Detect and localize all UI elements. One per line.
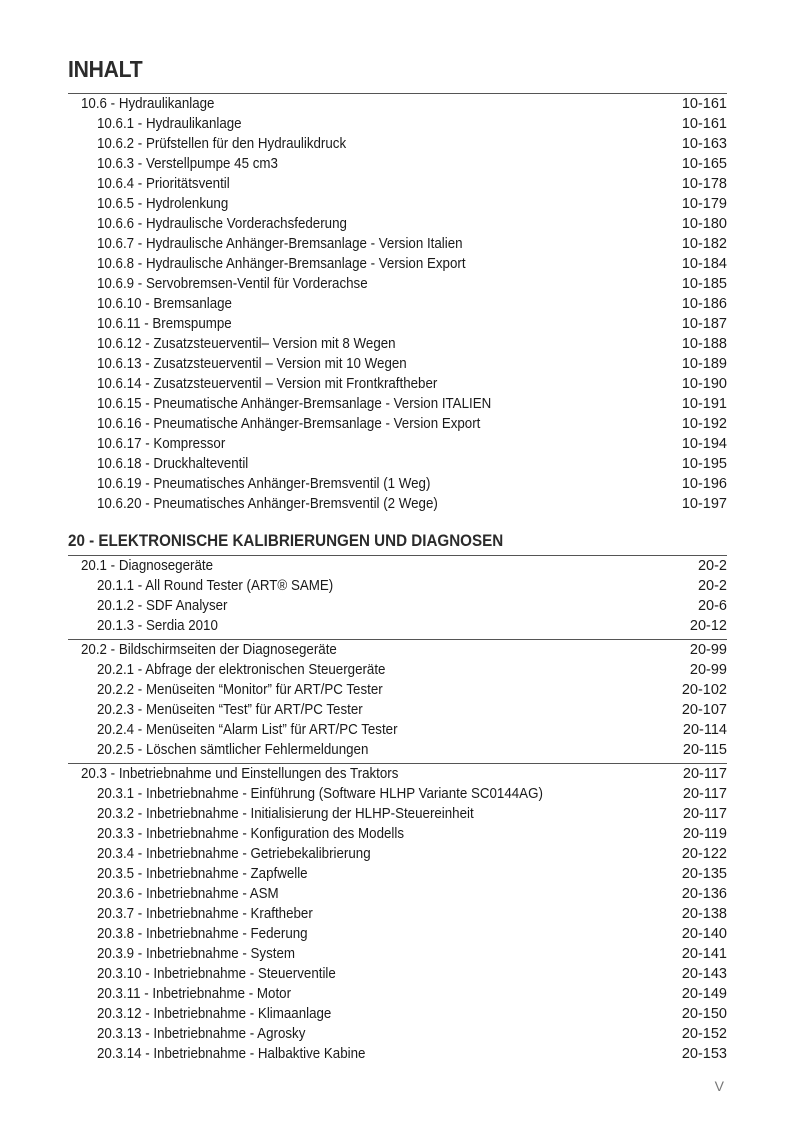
toc-entry[interactable] — [0, 354, 727, 374]
toc-entry[interactable] — [0, 640, 727, 660]
toc-entry[interactable] — [0, 844, 727, 864]
toc-entry-page: 10-187 — [681, 316, 727, 332]
toc-entry-page: 10-178 — [681, 176, 727, 192]
toc-entry-title: 20.3.2 - Inbetriebnahme - Initialisierung der HLHP-Steuereinheit — [97, 806, 474, 822]
toc-entry-title: 20.1.1 - All Round Tester (ART® SAME) — [97, 578, 334, 594]
toc-entry[interactable] — [0, 454, 727, 474]
toc-entry[interactable] — [0, 474, 727, 494]
toc-entry-page: 10-186 — [681, 296, 727, 312]
toc-entry-title: 20.2.1 - Abfrage der elektronischen Steuergeräte — [97, 662, 386, 678]
toc-entry-page: 10-188 — [681, 336, 727, 352]
toc-entry-page: 20-140 — [681, 926, 727, 942]
toc-entry-page: 20-136 — [681, 886, 727, 902]
page-number: V — [714, 1078, 724, 1094]
toc-entry[interactable] — [0, 804, 727, 824]
toc-entry-page: 20-150 — [681, 1006, 727, 1022]
toc-entry-title: 10.6.11 - Bremspumpe — [97, 316, 232, 332]
toc-entry-page: 20-107 — [681, 702, 727, 718]
toc-entry-title: 20.3.6 - Inbetriebnahme - ASM — [97, 886, 279, 902]
toc-entry-title: 10.6.20 - Pneumatisches Anhänger-Bremsventil (2 Wege) — [97, 496, 438, 512]
toc-entry[interactable] — [0, 194, 727, 214]
section-heading: 20 - ELEKTRONISCHE KALIBRIERUNGEN UND DIAGNOSEN — [68, 532, 504, 550]
toc-entry-title: 10.6.7 - Hydraulische Anhänger-Bremsanlage - Version Italien — [97, 236, 463, 252]
toc-entry-page: 20-122 — [681, 846, 727, 862]
toc-entry[interactable] — [0, 274, 727, 294]
toc-entry[interactable] — [0, 294, 727, 314]
toc-entry-page: 10-191 — [681, 396, 727, 412]
toc-entry[interactable] — [0, 234, 727, 254]
toc-entry-page: 10-192 — [681, 416, 727, 432]
toc-entry[interactable] — [0, 374, 727, 394]
toc-entry-page: 20-2 — [697, 558, 727, 574]
toc-entry-page: 10-179 — [681, 196, 727, 212]
toc-entry-title: 10.6.6 - Hydraulische Vorderachsfederung — [97, 216, 347, 232]
toc-entry-title: 10.6.15 - Pneumatische Anhänger-Bremsanlage - Version ITALIEN — [97, 396, 492, 412]
toc-entry-title: 10.6.16 - Pneumatische Anhänger-Bremsanlage - Version Export — [97, 416, 481, 432]
toc-entry[interactable] — [0, 1004, 727, 1024]
toc-entry-title: 20.1.3 - Serdia 2010 — [97, 618, 218, 634]
toc-entry-page: 20-114 — [682, 722, 727, 738]
toc-entry-title: 20.3.1 - Inbetriebnahme - Einführung (Software HLHP Variante SC0144AG) — [97, 786, 543, 802]
toc-entry[interactable] — [0, 660, 727, 680]
toc-entry-title: 10.6.19 - Pneumatisches Anhänger-Bremsventil (1 Weg) — [97, 476, 431, 492]
toc-entry-title: 20.3.10 - Inbetriebnahme - Steuerventile — [97, 966, 336, 982]
toc-entry-title: 20.3.4 - Inbetriebnahme - Getriebekalibrierung — [97, 846, 371, 862]
toc-entry-page: 20-12 — [689, 618, 727, 634]
toc-entry[interactable] — [0, 720, 727, 740]
toc-entry[interactable] — [0, 576, 727, 596]
toc-entry[interactable] — [0, 964, 727, 984]
toc-entry[interactable] — [0, 596, 727, 616]
toc-entry-title: 10.6 - Hydraulikanlage — [81, 96, 215, 112]
toc-entry-page: 20-149 — [681, 986, 727, 1002]
toc-entry-title: 20.3.8 - Inbetriebnahme - Federung — [97, 926, 308, 942]
toc-entry[interactable] — [0, 904, 727, 924]
toc-entry[interactable] — [0, 1044, 727, 1064]
toc-entry-title: 20.2.5 - Löschen sämtlicher Fehlermeldungen — [97, 742, 369, 758]
toc-entry[interactable] — [0, 1024, 727, 1044]
toc-entry-page: 10-197 — [681, 496, 727, 512]
toc-entry-title: 10.6.2 - Prüfstellen für den Hydraulikdruck — [97, 136, 347, 152]
toc-entry[interactable] — [0, 824, 727, 844]
toc-entry[interactable] — [0, 134, 727, 154]
toc-entry[interactable] — [0, 944, 727, 964]
toc-entry-page: 20-102 — [681, 682, 727, 698]
toc-entry-page: 20-117 — [682, 766, 727, 782]
toc-entry-page: 10-163 — [681, 136, 727, 152]
toc-entry-title: 10.6.17 - Kompressor — [97, 436, 226, 452]
toc-entry[interactable] — [0, 784, 727, 804]
toc-entry-title: 20.1.2 - SDF Analyser — [97, 598, 228, 614]
toc-entry-page: 10-184 — [681, 256, 727, 272]
toc-entry-title: 10.6.18 - Druckhalteventil — [97, 456, 249, 472]
toc-entry-title: 10.6.9 - Servobremsen-Ventil für Vorderachse — [97, 276, 368, 292]
toc-entry-page: 20-6 — [697, 598, 727, 614]
toc-entry-title: 10.6.14 - Zusatzsteuerventil – Version mit Frontkraftheber — [97, 376, 438, 392]
toc-entry-page: 10-180 — [681, 216, 727, 232]
toc-entry-page: 10-190 — [681, 376, 727, 392]
toc-entry-page: 10-195 — [681, 456, 727, 472]
toc-entry[interactable] — [0, 154, 727, 174]
toc-entry-page: 20-152 — [681, 1026, 727, 1042]
toc-entry-title: 10.6.12 - Zusatzsteuerventil– Version mit 8 Wegen — [97, 336, 396, 352]
toc-entry-page: 20-2 — [697, 578, 727, 594]
toc-entry-title: 10.6.8 - Hydraulische Anhänger-Bremsanlage - Version Export — [97, 256, 466, 272]
toc-entry[interactable] — [0, 884, 727, 904]
toc-entry-title: 20.2.4 - Menüseiten “Alarm List” für ART/PC Tester — [97, 722, 398, 738]
toc-entry-title: 20.2 - Bildschirmseiten der Diagnosegeräte — [81, 642, 337, 658]
toc-entry-title: 20.3.11 - Inbetriebnahme - Motor — [97, 986, 292, 1002]
toc-entry-page: 20-117 — [682, 786, 727, 802]
toc-entry-page: 20-99 — [689, 642, 727, 658]
toc-entry-title: 20.3.12 - Inbetriebnahme - Klimaanlage — [97, 1006, 332, 1022]
toc-entry-page: 20-138 — [681, 906, 727, 922]
toc-entry-title: 10.6.4 - Prioritätsventil — [97, 176, 230, 192]
toc-entry-title: 10.6.5 - Hydrolenkung — [97, 196, 229, 212]
toc-entry[interactable] — [0, 984, 727, 1004]
toc-entry[interactable] — [0, 494, 727, 514]
toc-entry[interactable] — [0, 174, 727, 194]
toc-entry-page: 10-161 — [681, 96, 727, 112]
toc-entry-page: 10-196 — [681, 476, 727, 492]
toc-entry[interactable] — [0, 94, 727, 114]
toc-entry-title: 10.6.1 - Hydraulikanlage — [97, 116, 242, 132]
toc-entry[interactable] — [0, 394, 727, 414]
toc-entry-page: 10-185 — [681, 276, 727, 292]
toc-entry-title: 20.2.2 - Menüseiten “Monitor” für ART/PC Tester — [97, 682, 383, 698]
toc-entry[interactable] — [0, 556, 727, 576]
toc-entry-page: 20-143 — [681, 966, 727, 982]
toc-entry-page: 20-117 — [682, 806, 727, 822]
toc-entry-page: 10-194 — [681, 436, 727, 452]
toc-entry-title: 20.1 - Diagnosegeräte — [81, 558, 214, 574]
toc-entry[interactable] — [0, 680, 727, 700]
toc-entry-page: 10-161 — [681, 116, 727, 132]
toc-entry-page: 20-135 — [681, 866, 727, 882]
toc-entry-page: 20-153 — [681, 1046, 727, 1062]
toc-entry[interactable] — [0, 214, 727, 234]
toc-entry-page: 20-119 — [682, 826, 727, 842]
toc-entry-title: 20.3.13 - Inbetriebnahme - Agrosky — [97, 1026, 306, 1042]
toc-entry[interactable] — [0, 764, 727, 784]
toc-entry[interactable] — [0, 254, 727, 274]
toc-entry-title: 20.3.14 - Inbetriebnahme - Halbaktive Kabine — [97, 1046, 366, 1062]
toc-entry[interactable] — [0, 114, 727, 134]
toc-entry-page: 10-189 — [681, 356, 727, 372]
toc-entry-title: 10.6.10 - Bremsanlage — [97, 296, 232, 312]
toc-entry-page: 10-182 — [681, 236, 727, 252]
toc-entry[interactable] — [0, 414, 727, 434]
page-title: INHALT — [68, 56, 143, 82]
toc-entry-title: 10.6.13 - Zusatzsteuerventil – Version mit 10 Wegen — [97, 356, 407, 372]
toc-entry-page: 20-115 — [682, 742, 727, 758]
toc-entry-title: 20.2.3 - Menüseiten “Test” für ART/PC Tester — [97, 702, 363, 718]
toc-entry[interactable] — [0, 314, 727, 334]
toc-entry[interactable] — [0, 334, 727, 354]
toc-entry[interactable] — [0, 700, 727, 720]
toc-entry-page: 10-165 — [681, 156, 727, 172]
toc-entry[interactable] — [0, 740, 727, 760]
toc-entry-page: 20-99 — [689, 662, 727, 678]
toc-entry-title: 20.3.7 - Inbetriebnahme - Kraftheber — [97, 906, 313, 922]
toc-entry[interactable] — [0, 864, 727, 884]
toc-entry-title: 10.6.3 - Verstellpumpe 45 cm3 — [97, 156, 278, 172]
toc-entry-title: 20.3.9 - Inbetriebnahme - System — [97, 946, 295, 962]
toc-entry-title: 20.3.3 - Inbetriebnahme - Konfiguration des Modells — [97, 826, 405, 842]
toc-entry[interactable] — [0, 434, 727, 454]
toc-entry[interactable] — [0, 924, 727, 944]
toc-entry-page: 20-141 — [681, 946, 727, 962]
toc-entry-title: 20.3.5 - Inbetriebnahme - Zapfwelle — [97, 866, 308, 882]
toc-entry-title: 20.3 - Inbetriebnahme und Einstellungen des Traktors — [81, 766, 399, 782]
toc-entry[interactable] — [0, 616, 727, 636]
